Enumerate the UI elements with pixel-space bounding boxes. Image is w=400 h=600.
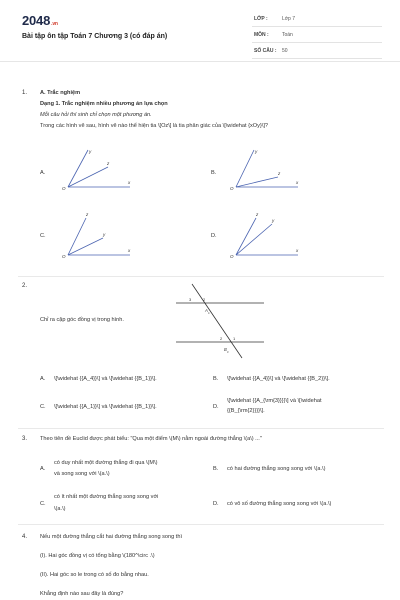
question-number: 1.	[22, 90, 28, 96]
option-text-a-line2: và song song với \(a.\)	[54, 471, 110, 477]
figure-option-d	[226, 210, 306, 260]
option-text-c-line2: \(a.\)	[54, 506, 66, 512]
meta-value: 50	[282, 48, 288, 54]
label-y: y	[89, 149, 92, 154]
question-prompt: Khẳng định nào sau đây là đúng?	[40, 591, 124, 597]
question-number: 3.	[22, 436, 28, 442]
label-z: z	[86, 212, 89, 217]
option-label-b[interactable]: B.	[213, 466, 219, 472]
divider	[18, 428, 384, 429]
label-o: O	[62, 186, 66, 191]
meta-label: LỚP :	[254, 16, 268, 22]
label-o: O	[230, 254, 234, 259]
option-label-d[interactable]: D.	[213, 501, 219, 507]
meta-value: Toán	[282, 32, 293, 38]
option-label-c[interactable]: C.	[40, 501, 46, 507]
label-z: z	[278, 171, 281, 176]
option-text-b: \[\widehat {{A_4}}\] và \[\widehat {{B_2}}\].	[227, 376, 330, 382]
angle-label-1: 1	[233, 336, 236, 341]
option-text-d: có vô số đường thẳng song song với \(a.\)	[227, 501, 332, 507]
point-label-a: A	[205, 308, 208, 313]
label-x: x	[296, 180, 299, 185]
point-label-b: B	[224, 347, 227, 352]
meta-label: MÔN :	[254, 32, 269, 38]
question-number: 4.	[22, 534, 28, 540]
question-text: Nếu một đường thẳng cắt hai đường thẳng song song thì	[40, 534, 183, 540]
label-z: z	[256, 212, 259, 217]
option-text-c: \[\widehat {{A_1}}\] và \[\widehat {{B_1}}\].	[54, 404, 157, 410]
meta-row-count	[252, 44, 382, 59]
question-text: Theo tiên đề Euclid được phát biểu: "Qua một điểm \(M\) nằm ngoài đường thẳng \(a\) ..."	[40, 436, 262, 442]
meta-row-class	[252, 12, 382, 27]
document-title: Bài tập ôn tập Toán 7 Chương 3 (có đáp án)	[22, 33, 168, 40]
figure-option-c	[58, 210, 138, 260]
site-logo[interactable]	[22, 13, 58, 28]
logo-suffix: .vn	[51, 21, 58, 27]
point-sub-a: 4	[208, 312, 210, 315]
label-x: x	[296, 248, 299, 253]
section-heading: A. Trắc nghiệm	[40, 90, 81, 96]
option-label-a[interactable]: A.	[40, 170, 46, 176]
option-label-d[interactable]: D.	[211, 233, 217, 239]
logo-text: 2048	[22, 13, 51, 28]
label-x: x	[128, 180, 131, 185]
label-y: y	[103, 232, 106, 237]
label-o: O	[230, 186, 234, 191]
option-text-a-line1: có duy nhất một đường thẳng đi qua \(M\)	[54, 460, 158, 466]
option-label-c[interactable]: C.	[40, 404, 46, 410]
option-text-a: \[\widehat {{A_4}}\] và \[\widehat {{B_1}}\].	[54, 376, 157, 382]
divider	[18, 524, 384, 525]
label-o: O	[62, 254, 66, 259]
figure-option-b	[226, 147, 306, 197]
angle-label-2b: 2	[220, 336, 223, 341]
option-label-d[interactable]: D.	[213, 404, 219, 410]
point-sub-b: 3	[227, 351, 229, 354]
angle-label-3: 3	[189, 297, 192, 302]
divider	[18, 276, 384, 277]
meta-value: Lớp 7	[282, 16, 296, 22]
instruction-text: Mỗi câu hỏi thí sinh chỉ chọn một phương án.	[40, 112, 152, 118]
option-label-b[interactable]: B.	[211, 170, 217, 176]
option-text-d-line2: {{B_{\rm{2}}}}\].	[227, 408, 265, 414]
option-label-c[interactable]: C.	[40, 233, 46, 239]
question-text: Chỉ ra cặp góc đồng vị trong hình.	[40, 317, 124, 323]
parallel-lines-figure	[170, 282, 270, 362]
figure-option-a	[58, 147, 138, 197]
question-text: Trong các hình vẽ sau, hình vẽ nào thể hiện tia \[Oz\] là tia phân giác của \[\widehat {xOy}\]?	[40, 123, 269, 129]
option-text-c-line1: có ít nhất một đường thẳng song song với	[54, 494, 159, 500]
angle-label-2: 2	[203, 297, 206, 302]
meta-row-subject	[252, 28, 382, 43]
meta-label: SỐ CÂU :	[254, 48, 277, 54]
option-text-b: có hai đường thẳng song song với \(a.\)	[227, 466, 326, 472]
page-header	[0, 0, 400, 62]
label-x: x	[128, 248, 131, 253]
label-z: z	[107, 161, 110, 166]
statement-1: (I). Hai góc đồng vị có tổng bằng \(180^\circ .\)	[40, 553, 155, 559]
label-y: y	[255, 149, 258, 154]
subsection-heading: Dạng 1. Trắc nghiệm nhiều phương án lựa chọn	[40, 101, 168, 107]
statement-2: (II). Hai góc so le trong có số đo bằng nhau.	[40, 572, 149, 578]
question-number: 2.	[22, 283, 28, 289]
option-text-d-line1: \[\widehat {{A_{\rm{3}}}}\] và \[\widehat	[227, 398, 322, 404]
option-label-a[interactable]: A.	[40, 376, 46, 382]
label-y: y	[272, 218, 275, 223]
option-label-b[interactable]: B.	[213, 376, 219, 382]
option-label-a[interactable]: A.	[40, 466, 46, 472]
